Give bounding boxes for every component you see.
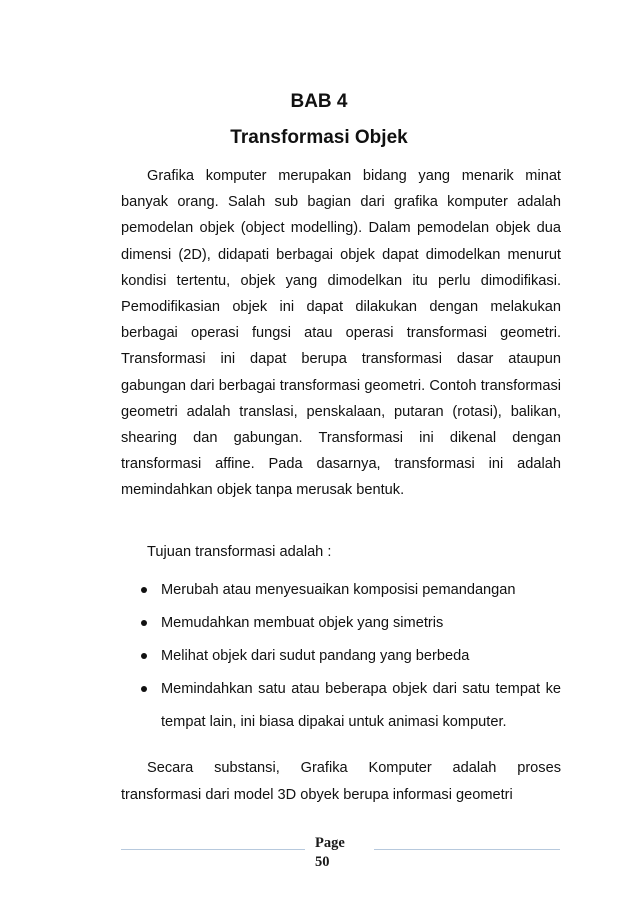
page-number-label <box>315 834 345 872</box>
list-item <box>121 643 561 669</box>
list-item-text: Memindahkan satu atau beberapa objek dari satu tempat ke tempat lain, ini biasa dipakai untuk animasi komputer. <box>161 680 561 730</box>
bullet-icon <box>141 653 147 659</box>
footer-divider-left <box>121 849 305 850</box>
closing-paragraph-text: Secara substansi, Grafika Komputer adalah proses transformasi dari model 3D obyek berupa informasi geometri <box>121 760 561 803</box>
list-item-text: Merubah atau menyesuaikan komposisi pemandangan <box>161 582 516 598</box>
page-word: Page <box>315 835 345 851</box>
chapter-title: Transformasi Objek <box>230 127 408 148</box>
aims-list <box>121 577 561 745</box>
list-item <box>121 610 561 636</box>
intro-paragraph-text: Grafika komputer merupakan bidang yang menarik minat banyak orang. Salah sub bagian dari grafika komputer adalah pemodelan objek (object modelling). Dalam pemodelan objek dua dimensi (2D), didapati berbagai objek dapat dimodelkan menurut kondisi tertentu, objek yang dimodelkan itu perlu dimodifikasi. Pemodifikasian objek ini dapat dilakukan dengan melakukan berbagai operasi fungsi atau operasi transformasi geometri. Transformasi ini dapat berupa transformasi dasar ataupun gabungan dari berbagai transformasi geometri. Contoh transformasi geometri adalah translasi, penskalaan, putaran (rotasi), balikan, shearing dan gabungan. Transformasi ini dikenal dengan transformasi affine. Pada dasarnya, transformasi ini adalah memindahkan objek tanpa merusak bentuk. <box>121 168 561 499</box>
page-number: 50 <box>315 854 330 870</box>
chapter-number: BAB 4 <box>290 91 348 112</box>
list-item <box>121 577 561 603</box>
closing-paragraph <box>121 755 561 808</box>
bullet-icon <box>141 620 147 626</box>
aims-label: Tujuan transformasi adalah : <box>147 544 332 560</box>
footer-divider-right <box>374 849 560 850</box>
bullet-icon <box>141 686 147 692</box>
intro-paragraph <box>121 163 561 504</box>
list-item <box>121 673 561 739</box>
list-item-text: Melihat objek dari sudut pandang yang berbeda <box>161 647 470 664</box>
bullet-icon <box>141 587 147 593</box>
list-item-text: Memudahkan membuat objek yang simetris <box>161 614 444 631</box>
